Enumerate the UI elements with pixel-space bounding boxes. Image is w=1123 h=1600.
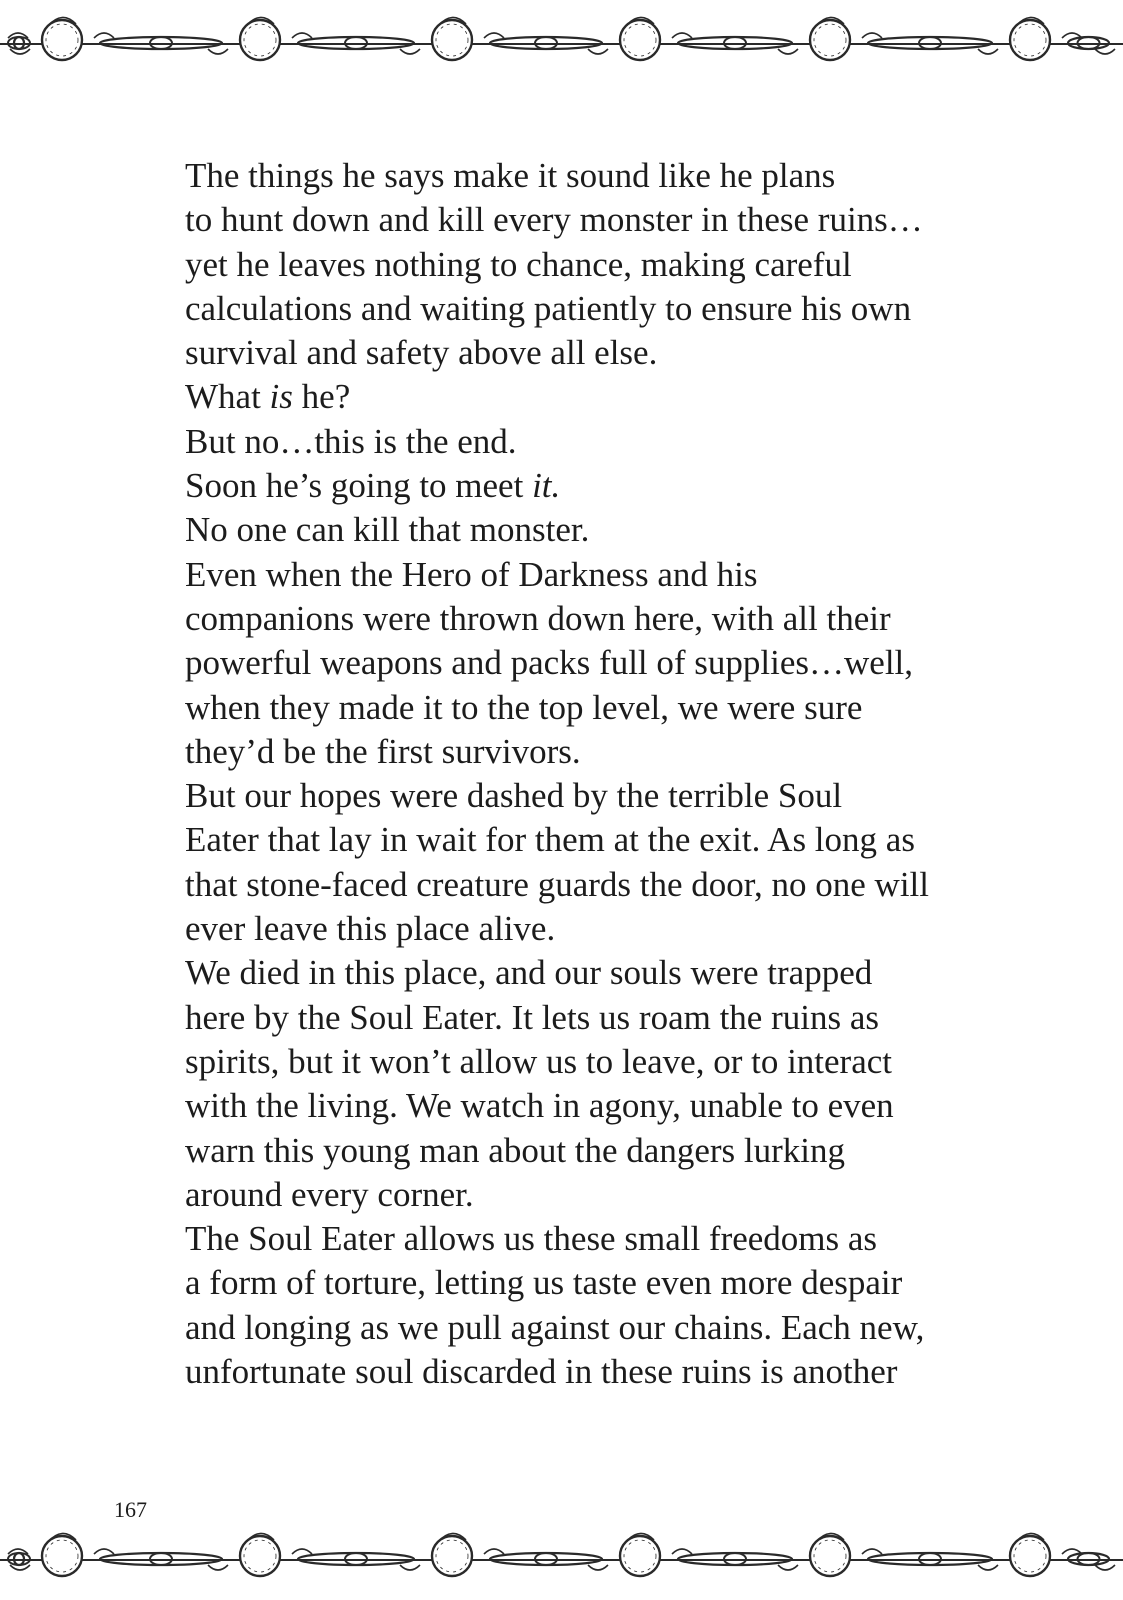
- text-line: Even when the Hero of Darkness and his: [185, 554, 758, 594]
- text-line: and longing as we pull against our chains. Each new,: [185, 1307, 925, 1347]
- text-line: [132, 464, 932, 508]
- text-line: to hunt down and kill every monster in these ruins…: [185, 200, 923, 240]
- text-segment: Soon he’s going to meet: [185, 466, 533, 506]
- paragraph: [132, 774, 932, 951]
- text-line: Eater that lay in wait for them at the exit. As long as: [185, 820, 915, 860]
- text-line: The Soul Eater allows us these small freedoms as: [185, 1219, 878, 1259]
- chain-link-hook: [484, 33, 504, 38]
- chain-link-hook: [862, 33, 882, 38]
- emphasis-text: it.: [532, 466, 561, 506]
- chain-link-hook: [400, 49, 420, 54]
- text-line: they’d be the first survivors.: [185, 731, 581, 771]
- chain-link-hook: [862, 1549, 882, 1554]
- text-line: here by the Soul Eater. It lets us roam the ruins as: [185, 997, 880, 1037]
- text-line: a form of torture, letting us taste even more despair: [185, 1263, 903, 1303]
- emphasis-text: is: [269, 377, 293, 417]
- paragraph: [132, 420, 932, 464]
- text-line: [132, 375, 932, 419]
- paragraph: [132, 375, 932, 419]
- chain-link-hook: [672, 33, 692, 38]
- chain-link-hook: [1095, 1565, 1115, 1570]
- paragraph: [132, 508, 932, 552]
- chain-link-hook: [672, 1549, 692, 1554]
- paragraph: [132, 154, 932, 375]
- text-line: spirits, but it won’t allow us to leave, or to interact: [185, 1041, 893, 1081]
- text-segment: he?: [292, 377, 351, 417]
- text-segment: What: [185, 377, 270, 417]
- text-line: The things he says make it sound like he plans: [185, 156, 836, 195]
- chain-link-hook: [400, 1565, 420, 1570]
- text-line: unfortunate soul discarded in these ruins is another: [185, 1352, 898, 1392]
- text-line: ever leave this place alive.: [185, 909, 556, 949]
- chain-link-hook: [208, 1565, 228, 1570]
- paragraph: [132, 1217, 932, 1394]
- text-line: But no…this is the end.: [185, 421, 517, 461]
- chain-link-hook: [978, 49, 998, 54]
- text-line: powerful weapons and packs full of supplies…well,: [185, 643, 914, 683]
- text-line: with the living. We watch in agony, unable to even: [185, 1086, 894, 1126]
- text-line: when they made it to the top level, we were sure: [185, 687, 863, 727]
- paragraph: [132, 464, 932, 508]
- text-line: But our hopes were dashed by the terrible Soul: [185, 776, 843, 816]
- text-line: We died in this place, and our souls were trapped: [185, 953, 873, 993]
- text-line: companions were thrown down here, with all their: [185, 598, 891, 638]
- chain-link-hook: [778, 49, 798, 54]
- chain-border-bottom: [0, 1522, 1123, 1582]
- paragraph: [132, 553, 932, 774]
- chain-link-hook: [94, 1549, 114, 1554]
- text-line: yet he leaves nothing to chance, making careful: [185, 244, 852, 284]
- text-line: warn this young man about the dangers lurking: [185, 1130, 846, 1170]
- chain-link-hook: [588, 49, 608, 54]
- page-number: 167: [114, 1497, 147, 1522]
- text-line: survival and safety above all else.: [185, 333, 658, 373]
- chain-link-hook: [484, 1549, 504, 1554]
- text-line: that stone-faced creature guards the door, no one will: [185, 864, 930, 904]
- chain-link-hook: [588, 1565, 608, 1570]
- paragraph: [132, 951, 932, 1217]
- chain-link-hook: [978, 1565, 998, 1570]
- chain-border-top: [0, 6, 1123, 66]
- body-text: [132, 154, 932, 1394]
- chain-link-hook: [292, 33, 312, 38]
- text-line: around every corner.: [185, 1174, 474, 1214]
- chain-link-hook: [208, 49, 228, 54]
- chain-link-hook: [778, 1565, 798, 1570]
- chain-link-hook: [1095, 49, 1115, 54]
- chain-link-hook: [292, 1549, 312, 1554]
- text-line: calculations and waiting patiently to ensure his own: [185, 288, 912, 328]
- text-line: No one can kill that monster.: [185, 510, 590, 550]
- chain-link-hook: [94, 33, 114, 38]
